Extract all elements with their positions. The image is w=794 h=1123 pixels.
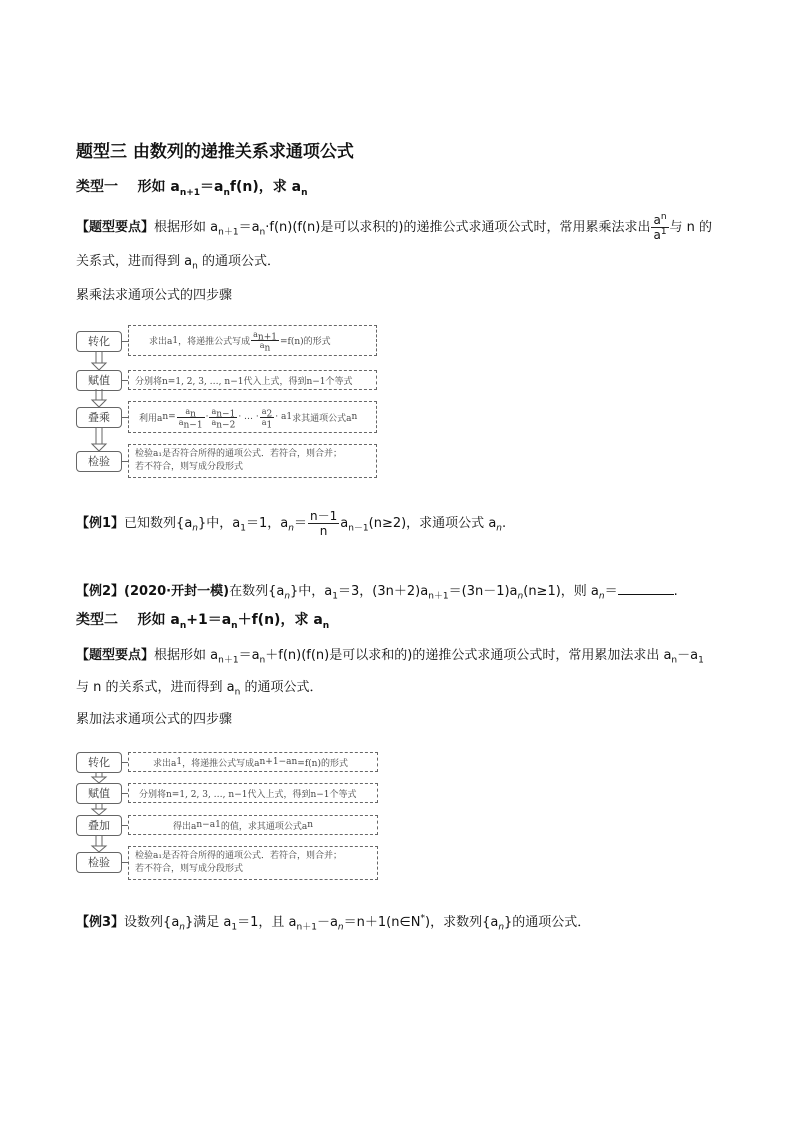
- flow1-step-transform: 转化: [76, 331, 122, 352]
- type1-heading: [76, 176, 308, 196]
- flow1-down-arrows: [84, 351, 114, 491]
- flow1-arrow-2: [92, 389, 106, 407]
- type1-key-sub2: n: [259, 227, 266, 238]
- flow1-box-multiply: 利用a n = $\frac{a_n}{a_{n-1}}$ · $\frac{a_{n-1}}{a_{n-2}}$ · … · $\frac{a_2}{a_1}$ · a 1 求其通项公式a n: [128, 401, 377, 433]
- section-title: 题型三 由数列的递推关系求通项公式: [76, 142, 354, 162]
- example-1-fraction: $\frac{n-1}{n}$: [309, 509, 338, 538]
- flow1-step-multiply: 叠乘: [76, 407, 122, 428]
- type2-key-points-line2: 与 n 的关系式，进而得到 $a_n$ 的通项公式．: [76, 680, 323, 698]
- type2-heading-prefix: 类型二: [76, 612, 118, 628]
- type1-heading-prefix: 类型一: [76, 179, 118, 195]
- type1-key-points-line1: [76, 214, 712, 241]
- type1-key-text-3: ·f(n)(f(n)是可以求积的)的递推公式求通项公式时，常用累乘法求出: [265, 220, 651, 235]
- type1-key-points-line2: 关系式，进而得到 $a_n$ 的通项公式．: [76, 254, 280, 272]
- flow2-box-verify: 检验a₁是否符合所得的通项公式．若符合，则合并； 若不符合，则写成分段形式: [128, 846, 378, 880]
- type1-heading-tail: f(n)，求 a: [229, 179, 302, 195]
- flow1-box-transform: 求出a 1 ，将递推公式写成 $\frac{a_{n+1}}{a_n}$ =f(n)的形式: [128, 325, 377, 356]
- type1-key-text-2: ＝a: [238, 220, 260, 235]
- example-2-answer-blank[interactable]: [618, 582, 674, 595]
- flow2-step-assign: 赋值: [76, 783, 122, 804]
- type1-heading-sub3: n: [301, 187, 308, 198]
- flow2-box-assign: 分别将n=1, 2, 3, …, n−1代入上式，得到n−1个等式: [128, 783, 378, 803]
- example-1-label: 【例1】: [76, 516, 125, 531]
- type1-key-fraction: $\frac{a^n}{a^1}$: [653, 212, 667, 242]
- type1-key-text-1: 根据形如 a: [154, 220, 219, 235]
- type2-steps-title: 累加法求通项公式的四步骤: [76, 712, 233, 727]
- flow2-step-transform: 转化: [76, 752, 122, 773]
- type1-key-sub1: n＋1: [218, 227, 239, 238]
- example-2-source: (2020·开封一模): [124, 584, 230, 599]
- flow2-down-arrows: [84, 772, 114, 882]
- type1-key-label: 【题型要点】: [76, 220, 155, 235]
- example-1: 【例1】已知数列$\{a_n\}$中，$a_1=1$，$a_n=$ $\frac{n-1}{n}$ $a_{n-1}(n\ge 2)$，求通项公式 $a_n$.: [76, 509, 507, 538]
- flow1-box-assign: 分别将n=1, 2, 3, …, n−1代入上式，得到n−1个等式: [128, 370, 377, 390]
- type1-heading-mid: ＝a: [200, 179, 224, 195]
- type2-heading: 类型二 形如 $a_n+1=a_n+f(n)$，求 $a_n$: [76, 612, 330, 631]
- flow2-arrow-1: [92, 772, 106, 783]
- type2-key-label: 【题型要点】: [76, 648, 155, 663]
- example-3: 【例3】设数列$\{a_n\}$满足 $a_1=1$，且 $a_{n+1}-a_n=n+1(n\in N^*)$，求数列$\{a_n\}$的通项公式．: [76, 913, 591, 933]
- type1-steps-title: 累乘法求通项公式的四步骤: [76, 288, 233, 303]
- flow1-step-assign: 赋值: [76, 370, 122, 391]
- flow2-step-verify: 检验: [76, 852, 122, 873]
- flow1-arrow-1: [92, 351, 106, 370]
- type1-heading-form: 形如 a: [137, 179, 180, 195]
- type1-key-text-4: 与 n 的: [669, 220, 713, 235]
- flow2-arrow-2: [92, 803, 106, 815]
- example-2-label: 【例2】: [76, 584, 125, 599]
- type1-heading-sub1: n+1: [179, 187, 201, 198]
- type2-key-points-line1: 【题型要点】根据形如 $a_{n+1}=a_n+f(n)(f(n)$是可以求和的)的递推公式求通项公式时，常用累加法求出 $a_n-a_1$: [76, 648, 704, 666]
- type1-heading-sub2: n: [223, 187, 230, 198]
- flow2-box-transform: 求出a 1 ，将递推公式写成a n+1 −a n =f(n)的形式: [128, 752, 378, 772]
- flow1-box-verify: 检验a₁是否符合所得的通项公式．若符合，则合并； 若不符合，则写成分段形式: [128, 444, 377, 478]
- flow1-step-verify: 检验: [76, 451, 122, 472]
- example-2: 【例2】(2020·开封一模)在数列$\{a_n\}$中，$a_1=3$，$(3n+2)a_{n+1}=(3n-1)a_n(n\ge 1)$，则 $a_n=$ .: [76, 584, 678, 602]
- flow2-box-add: 得出a n −a 1 的值，求其通项公式a n: [128, 815, 378, 835]
- flow2-arrow-3: [92, 835, 106, 852]
- example-3-label: 【例3】: [76, 915, 125, 930]
- flow1-arrow-3: [92, 427, 106, 451]
- flow2-step-add: 叠加: [76, 815, 122, 836]
